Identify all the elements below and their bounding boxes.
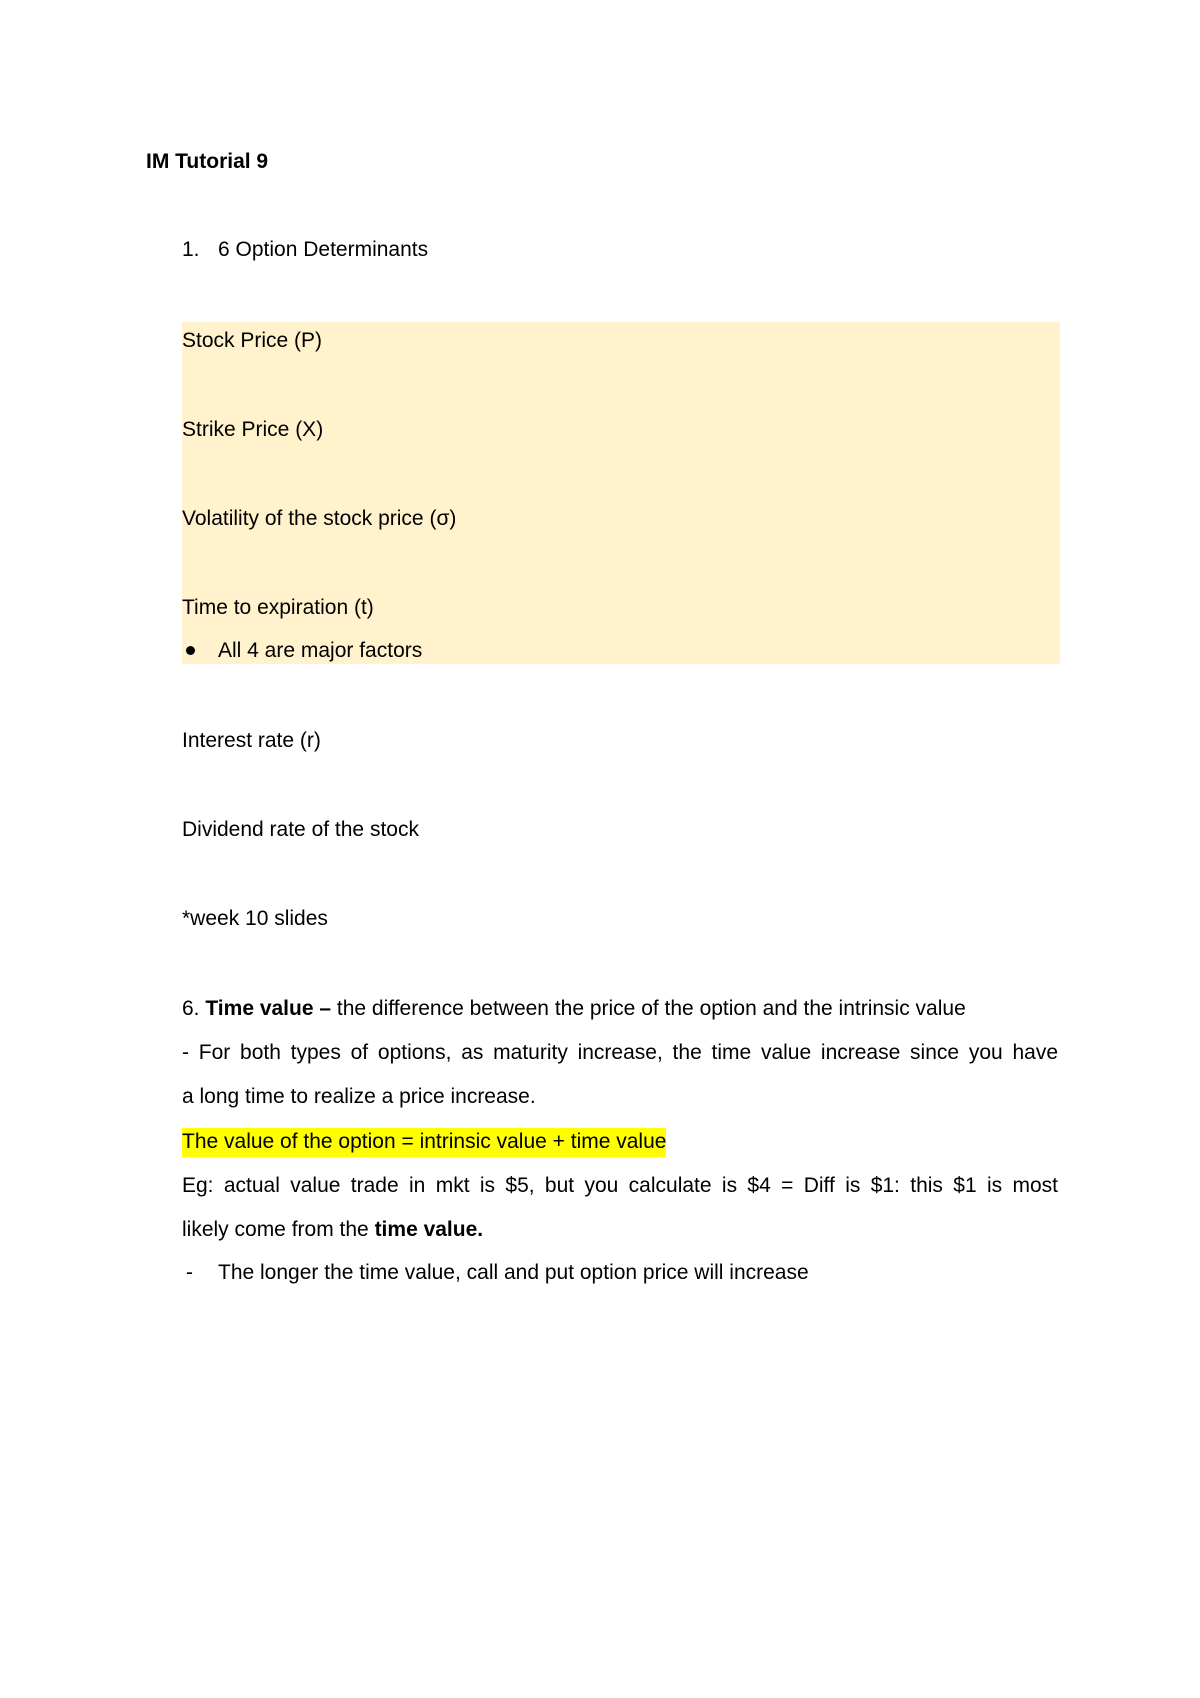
section-6-definition-text: the difference between the price of the option and the intrinsic value [331,997,966,1020]
formula-line [182,1129,666,1155]
major-factors-note: All 4 are major factors [218,639,423,662]
factor-strike-price: Strike Price (X) [182,418,324,441]
section-6-prefix: 6. [182,997,206,1020]
bullet-icon [186,646,195,655]
section-6-term: Time value – [205,997,332,1020]
factor-volatility: Volatility of the stock price (σ) [182,507,457,530]
section-1-heading-text: 6 Option Determinants [218,238,429,261]
formula-highlight: The value of the option = intrinsic value + time value [182,1128,666,1157]
example-line-2 [182,1217,483,1243]
factor-time-to-expiration: Time to expiration (t) [182,596,374,619]
dash-marker: - [186,1261,193,1284]
section-1-number: 1. [182,238,200,261]
factor-interest-rate: Interest rate (r) [182,729,321,752]
section-1-heading [182,237,428,263]
dash-point-text: The longer the time value, call and put option price will increase [218,1261,809,1284]
example-line-2-bold: time value. [374,1218,484,1241]
document-title: IM Tutorial 9 [146,150,269,173]
section-6-point-line-1: - For both types of options, as maturity increase, the time value increase since you have [182,1041,1058,1064]
section-6-point-line-2: a long time to realize a price increase. [182,1085,536,1108]
example-line-1: Eg: actual value trade in mkt is $5, but you calculate is $4 = Diff is $1: this $1 is most [182,1174,1058,1197]
factor-stock-price: Stock Price (P) [182,329,323,352]
factor-dividend-rate: Dividend rate of the stock [182,818,419,841]
slides-reference: *week 10 slides [182,907,328,930]
example-line-2-text: likely come from the [182,1218,375,1241]
section-6-definition [182,996,966,1022]
